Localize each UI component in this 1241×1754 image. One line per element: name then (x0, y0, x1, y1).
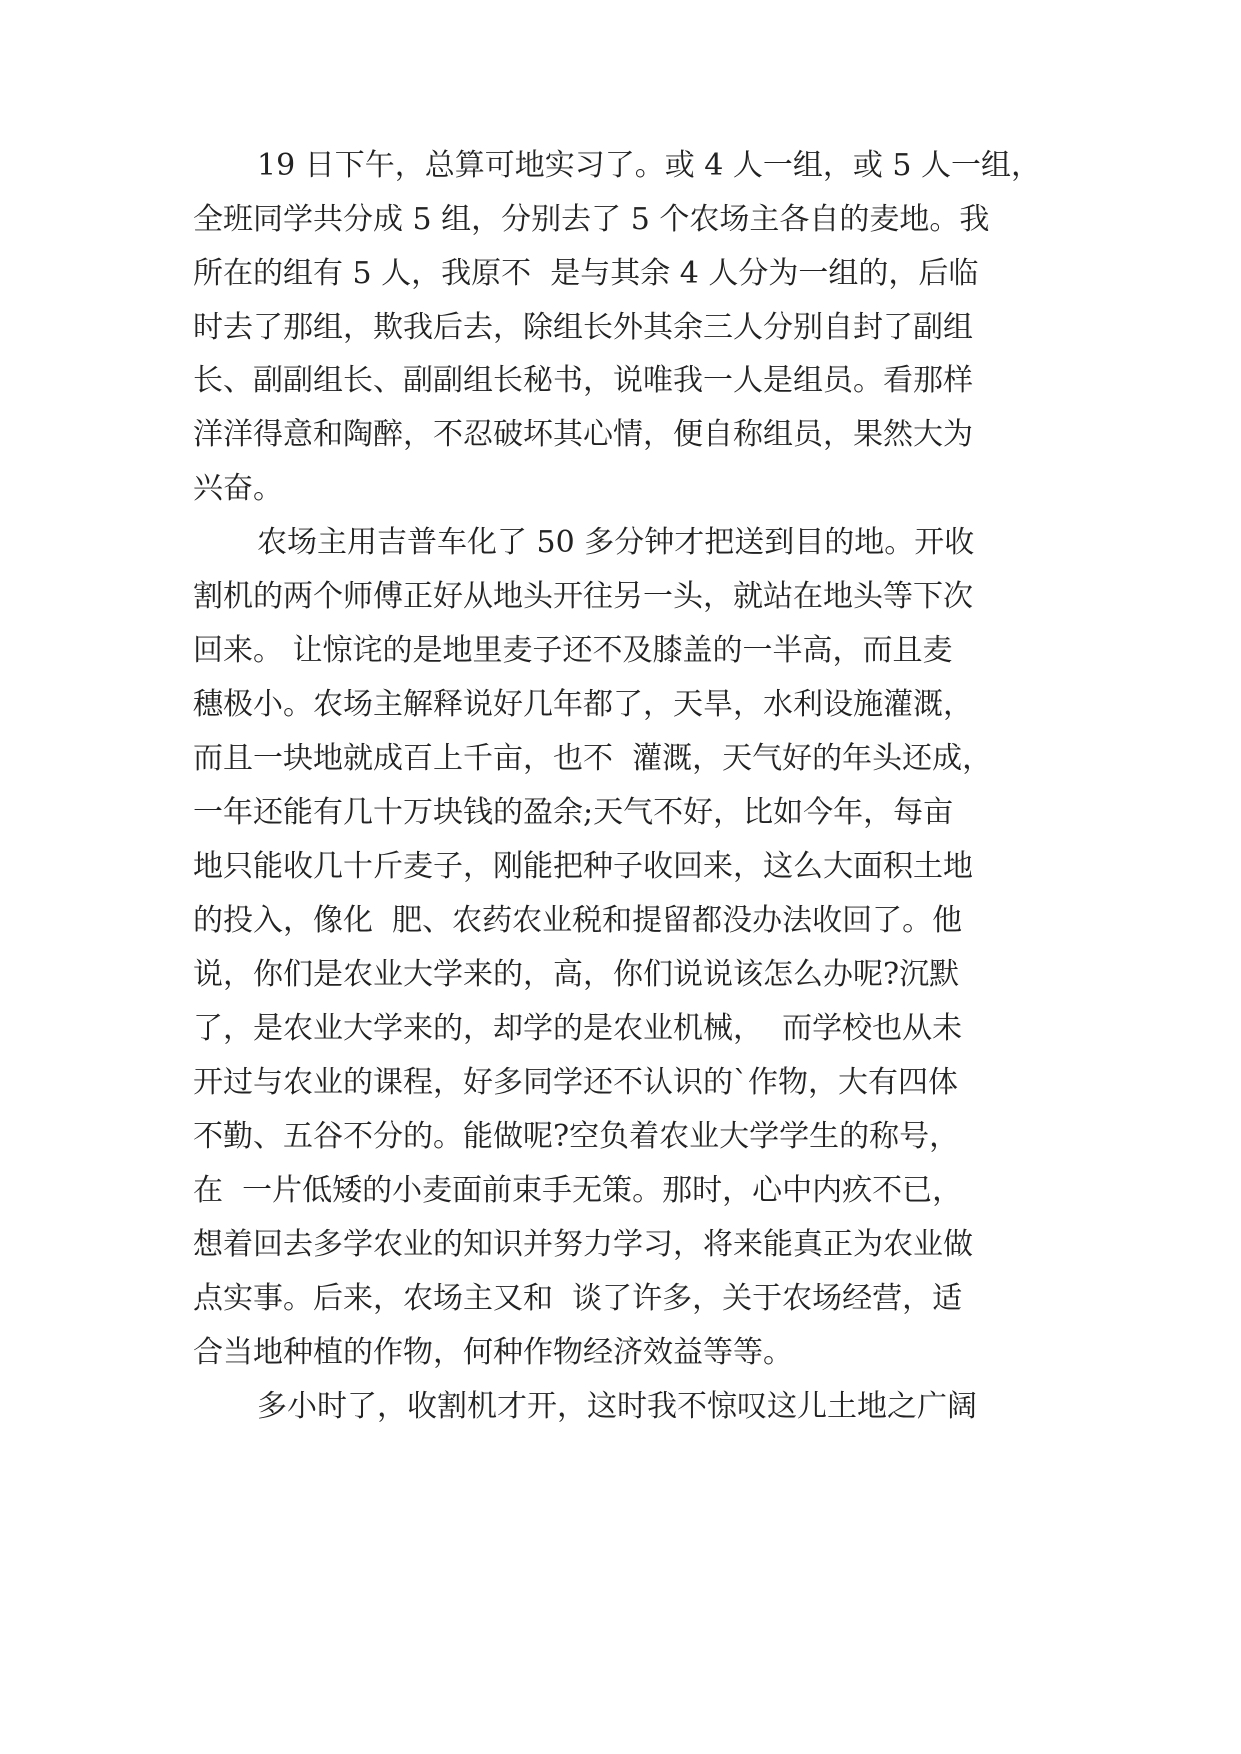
text-line: 割机的两个师傅正好从地头开往另一头，就站在地头等下次 (193, 579, 973, 614)
text-line: 19 日下午，总算可地实习了。或 4 人一组，或 5 人一组， (257, 148, 1042, 183)
text-line: 地只能收几十斤麦子，刚能把种子收回来，这么大面积土地 (193, 849, 973, 884)
text-line: 长、副副组长、副副组长秘书，说唯我一人是组员。看那样 (193, 363, 973, 398)
text-line: 兴奋。 (193, 471, 283, 506)
text-line: 全班同学共分成 5 组，分别去了 5 个农场主各自的麦地。我 (193, 202, 990, 237)
text-line: 一年还能有几十万块钱的盈余;天气不好，比如今年，每亩 (193, 795, 954, 830)
text-line: 想着回去多学农业的知识并努力学习，将来能真正为农业做 (193, 1227, 973, 1262)
text-line: 开过与农业的课程，好多同学还不认识的`作物，大有四体 (193, 1065, 958, 1100)
text-line: 在 一片低矮的小麦面前束手无策。那时，心中内疚不已， (193, 1173, 963, 1208)
text-line: 所在的组有 5 人，我原不 是与其余 4 人分为一组的，后临 (193, 256, 979, 291)
text-line: 回来。 让惊诧的是地里麦子还不及膝盖的一半高，而且麦 (193, 633, 953, 668)
text-line: 的投入，像化 肥、农药农业税和提留都没办法收回了。他 (193, 903, 963, 938)
text-line: 洋洋得意和陶醉，不忍破坏其心情，便自称组员，果然大为 (193, 417, 973, 452)
text-line: 点实事。后来，农场主又和 谈了许多，关于农场经营，适 (193, 1281, 963, 1316)
text-line: 而且一块地就成百上千亩，也不 灌溉，天气好的年头还成， (193, 741, 993, 776)
text-line: 农场主用吉普车化了 50 多分钟才把送到目的地。开收 (257, 525, 975, 560)
text-line: 说，你们是农业大学来的，高，你们说说该怎么办呢?沉默 (193, 957, 960, 992)
text-line: 了，是农业大学来的，却学的是农业机械， 而学校也从未 (193, 1011, 963, 1046)
text-line: 时去了那组，欺我后去，除组长外其余三人分别自封了副组 (193, 310, 973, 345)
text-line: 穗极小。农场主解释说好几年都了，天旱，水利设施灌溉， (193, 687, 973, 722)
text-line: 不勤、五谷不分的。能做呢?空负着农业大学学生的称号， (193, 1119, 960, 1154)
text-line: 合当地种植的作物，何种作物经济效益等等。 (193, 1335, 793, 1370)
text-line: 多小时了，收割机才开，这时我不惊叹这儿土地之广阔 (257, 1389, 977, 1424)
